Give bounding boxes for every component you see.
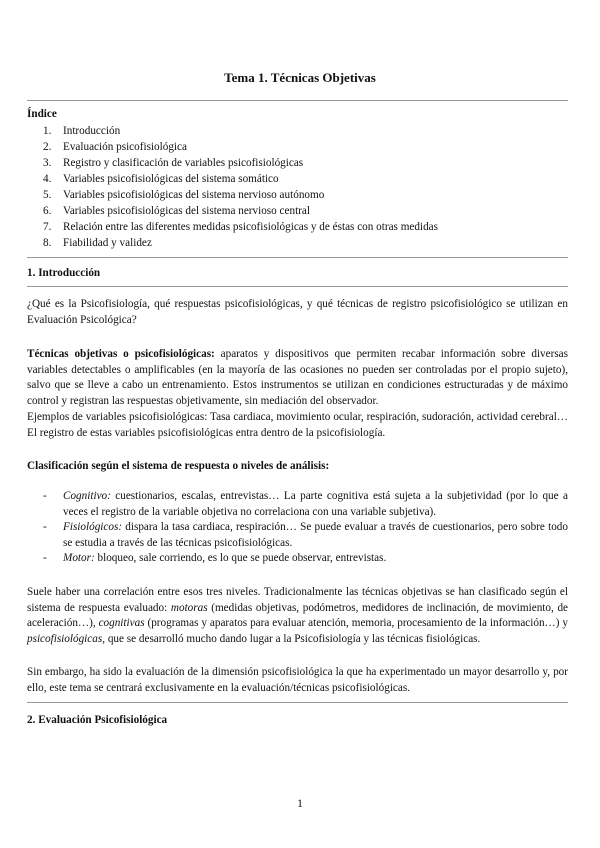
list-item: - Motor: bloqueo, sale corriendo, es lo que se puede observar, entrevistas. bbox=[43, 552, 387, 565]
index-heading: Índice bbox=[27, 108, 57, 120]
divider bbox=[27, 702, 568, 703]
page-number: 1 bbox=[297, 796, 303, 810]
clasificacion-heading: Clasificación según el sistema de respuesta o niveles de análisis: bbox=[27, 460, 330, 472]
divider bbox=[27, 257, 568, 258]
sin-embargo-paragraph: Sin embargo, ha sido la evaluación de la dimensión psicofisiológica la que ha experimentado un mayor desarrollo y, por ello, este tema se centrará exclusivamente en la evaluación/técnicas psicofisiológicas. bbox=[27, 666, 568, 694]
intro-question: ¿Qué es la Psicofisiología, qué respuestas psicofisiológicas, y qué técnicas de registro psicofisiológico se utilizan en Evaluación Psicológica? bbox=[27, 298, 568, 326]
section-heading: 1. Introducción bbox=[27, 267, 101, 279]
document-title: Tema 1. Técnicas Objetivas bbox=[224, 70, 376, 85]
index-item: 8. Fiabilidad y validez bbox=[43, 236, 152, 249]
ejemplos-paragraph: Ejemplos de variables psicofisiológicas: Tasa cardiaca, movimiento ocular, respiración, sudoración, actividad cerebral… El registro de estas variables psicofisiológicas entra dentro de la psicofisiología. bbox=[27, 411, 568, 439]
index-item: 5. Variables psicofisiológicas del sistema nervioso autónomo bbox=[43, 188, 325, 201]
correlacion-paragraph: Suele haber una correlación entre esos tres niveles. Tradicionalmente las técnicas objetivas se han clasificado según el sistema de respuesta evaluado: motoras (medidas objetivas, podómetros, medidores de inclinación, de movimiento, de aceleración…), cognitivas (programas y aparatos para evaluar atención, memoria, procesamiento de la información…) y psicofisiológicas, que se desarrolló mucho dando lugar a la Psicofisiología y las técnicas fisiológicas. bbox=[27, 586, 569, 645]
divider bbox=[27, 100, 568, 101]
list-item: - Cognitivo: cuestionarios, escalas, entrevistas… La parte cognitiva está sujeta a la subjetividad (por lo que a veces el registro de la variable objetiva no correlaciona con una variable subjetiva). bbox=[43, 490, 568, 518]
index-list bbox=[27, 123, 568, 251]
index-item: 7. Relación entre las diferentes medidas psicofisiológicas y de éstas con otras medidas bbox=[43, 220, 438, 233]
tecnicas-paragraph: Técnicas objetivas o psicofisiológicas: aparatos y dispositivos que permiten recabar información sobre diversas variables detectables o amplificables (en la mayoría de las ocasiones no pueden ser controladas por el propio sujeto), salvo que se lleve a cabo un entrenamiento. Estos instrumentos se utilizan en condiciones estructuradas y de máximo control y registran las respuestas objetivamente, sin mediación del observador. bbox=[27, 348, 569, 407]
index-item: 3. Registro y clasificación de variables psicofisiológicas bbox=[43, 156, 304, 169]
index-item: 4. Variables psicofisiológicas del sistema somático bbox=[43, 172, 279, 185]
clasificacion-list bbox=[27, 489, 568, 567]
section-heading: 2. Evaluación Psicofisiológica bbox=[27, 714, 168, 726]
divider bbox=[27, 286, 568, 287]
index-section bbox=[27, 107, 568, 251]
tecnicas-label: Técnicas objetivas o psicofisiológicas: bbox=[27, 348, 215, 360]
index-item: 2. Evaluación psicofisiológica bbox=[43, 140, 187, 153]
index-item: 6. Variables psicofisiológicas del sistema nervioso central bbox=[43, 204, 310, 217]
index-item: 1. Introducción bbox=[43, 124, 121, 137]
list-item: - Fisiológicos: dispara la tasa cardiaca, respiración… Se puede evaluar a través de cuestionarios, pero sobre todo se estudia a través de las técnicas psicofisiológicas. bbox=[43, 521, 568, 549]
